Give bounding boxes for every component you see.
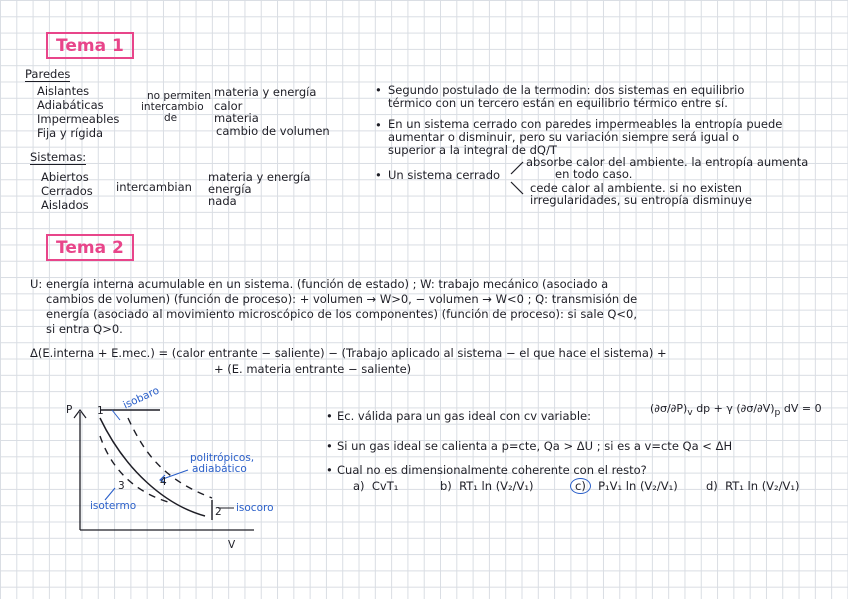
question-text: Cual no es dimensionalmente coherente con el resto? <box>337 463 647 477</box>
bullet-dot: • <box>375 118 382 132</box>
curve-number: 3 <box>118 480 125 492</box>
paredes-item: Aislantes <box>37 84 90 98</box>
sistemas-middle: intercambian <box>116 180 192 194</box>
option-d: d) RT₁ ln (V₂/V₁) <box>706 479 800 493</box>
isocoro-label: isocoro <box>236 502 274 514</box>
v-axis-label: V <box>228 539 236 551</box>
sistemas-item: Cerrados <box>41 184 93 198</box>
paredes-heading: Paredes <box>25 67 71 81</box>
paragraph-line: si entra Q>0. <box>46 322 123 336</box>
case-cede: cede calor al ambiente. si no existen <box>530 181 742 195</box>
segundo-postulado-line: Segundo postulado de la termodin: dos sistemas en equilibrio <box>388 83 745 97</box>
entropia-line: superior a la integral de dQ/T <box>388 143 557 157</box>
bullet-dot: • <box>326 409 333 423</box>
entropia-line: aumentar o disminuir, pero su variación siempre será igual o <box>388 130 740 144</box>
case-absorbe: en todo caso. <box>555 167 633 181</box>
paredes-right: materia <box>214 111 259 125</box>
sistemas-right: nada <box>208 194 237 208</box>
ec-valida-formula: $(\partial\sigma/\partial P)_v$ dp + γ $(\partial\sigma/\partial V)_p$ dV = 0 <box>650 402 822 419</box>
curve-number: 1 <box>97 405 104 417</box>
tema1-title: Tema 1 <box>46 32 134 59</box>
paredes-item: Impermeables <box>37 112 120 126</box>
case-absorbe: absorbe calor del ambiente. la entropía aumenta <box>526 155 809 169</box>
option-b: b) RT₁ ln (V₂/V₁) <box>440 479 534 493</box>
politropicos-label: politrópicos, <box>190 452 255 464</box>
option-a: a) CvT₁ <box>353 479 399 493</box>
paredes-right: calor <box>214 99 243 113</box>
adiabatico-label: adiabático <box>192 463 247 475</box>
entropia-line: En un sistema cerrado con paredes impermeables la entropía puede <box>388 117 783 131</box>
tema2-title: Tema 2 <box>46 234 134 261</box>
bullet-dot: • <box>326 463 333 477</box>
paredes-middle: de <box>164 112 178 124</box>
p-axis-label: P <box>66 404 73 416</box>
sistema-cerrado-label: Un sistema cerrado <box>388 168 501 182</box>
curve-number: 4 <box>160 476 167 488</box>
ideal-gas-text: Si un gas ideal se calienta a p=cte, Qa > ΔU ; si es a v=cte Qa < ΔH <box>337 439 733 453</box>
paragraph-line: U: energía interna acumulable en un sistema. (función de estado) ; W: trabajo mecánico (asociado a <box>30 277 609 291</box>
isotermo-label: isotermo <box>90 500 137 512</box>
bullet-dot: • <box>326 439 333 453</box>
curve-number: 2 <box>215 506 222 518</box>
sistemas-right: materia y energía <box>208 170 311 184</box>
sistemas-heading: Sistemas: <box>30 150 87 164</box>
paredes-item: Fija y rígida <box>37 126 104 140</box>
paredes-middle: no permiten <box>147 90 212 102</box>
ec-valida-text: Ec. válida para un gas ideal con cv variable: <box>337 409 591 423</box>
paredes-right: materia y energía <box>214 85 317 99</box>
paredes-middle: intercambio <box>141 101 204 113</box>
paragraph-line: energía (asociado al movimiento microscópico de los componentes) (función de proceso): si sale Q<0, <box>46 307 638 321</box>
isobaro-label: isobaro <box>121 384 162 412</box>
correct-option-circle: c) <box>570 478 591 494</box>
bullet-dot: • <box>375 83 382 97</box>
sistemas-item: Abiertos <box>41 170 89 184</box>
case-cede: irregularidades, su entropía disminuye <box>530 193 752 207</box>
sistemas-item: Aislados <box>41 198 89 212</box>
balance-line: Δ(E.interna + E.mec.) = (calor entrante − saliente) − (Trabajo aplicado al sistema − el que hace el sistema) + <box>30 346 667 360</box>
option-c: c) P₁V₁ ln (V₂/V₁) <box>570 479 678 493</box>
paragraph-line: cambios de volumen) (función de proceso): + volumen → W>0, − volumen → W<0 ; Q: transmisión de <box>46 292 638 306</box>
balance-line: + (E. materia entrante − saliente) <box>214 362 412 376</box>
paredes-item: Adiabáticas <box>37 98 104 112</box>
segundo-postulado-line: térmico con un tercero están en equilibrio térmico entre sí. <box>388 96 728 110</box>
sistemas-right: energía <box>208 182 252 196</box>
bullet-dot: • <box>375 168 382 182</box>
paredes-right: cambio de volumen <box>216 124 330 138</box>
